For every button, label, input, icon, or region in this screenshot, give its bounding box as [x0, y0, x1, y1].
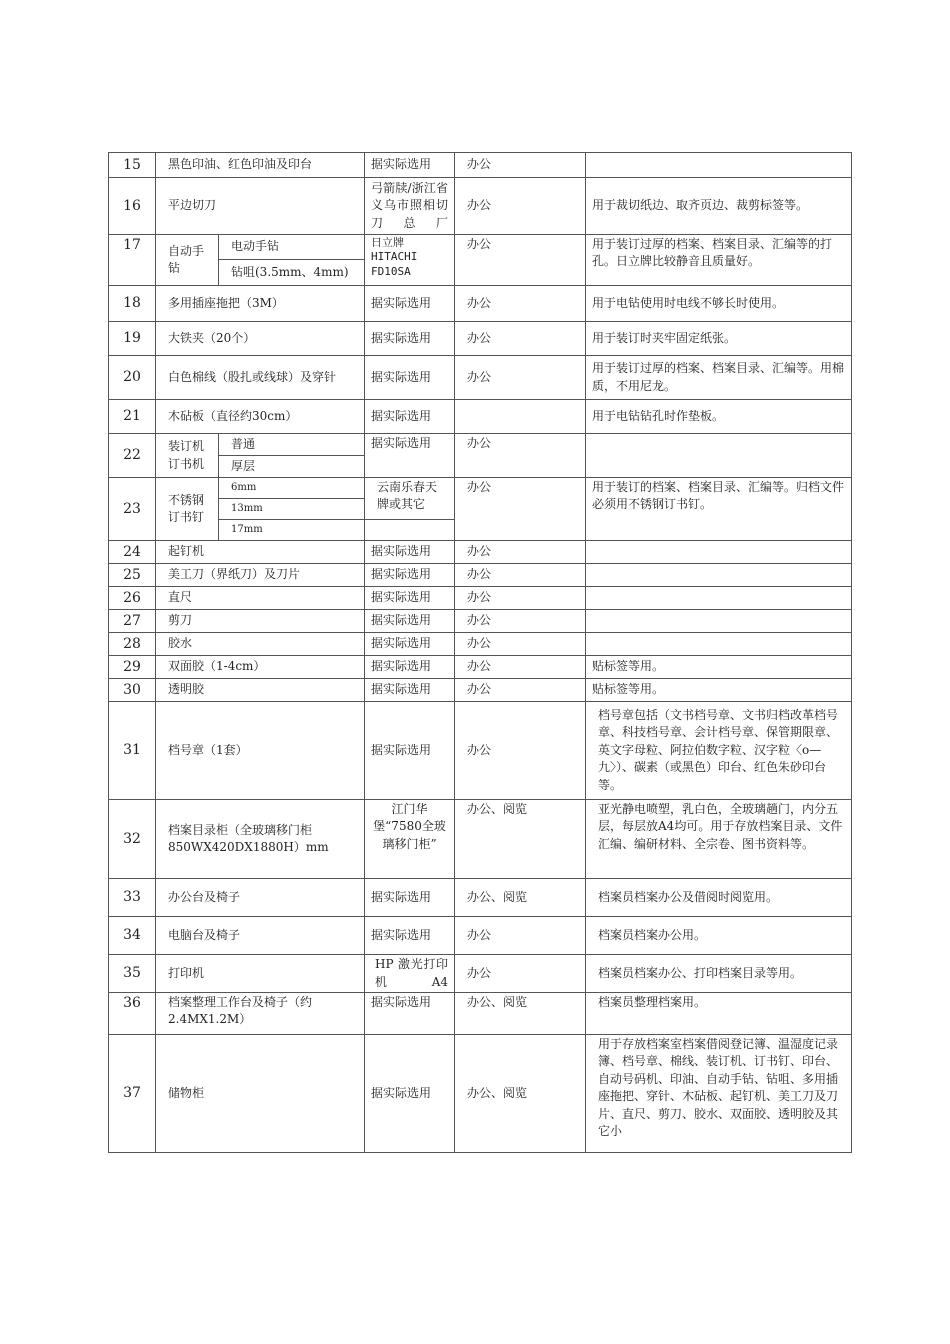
- row-number: 27: [109, 610, 156, 633]
- table-row: [109, 955, 852, 993]
- sub-item: 电动手钻: [219, 235, 365, 260]
- item-name: 透明胶: [156, 679, 365, 702]
- row-number: 26: [109, 587, 156, 610]
- sub-item: 17mm: [219, 520, 365, 541]
- usage: 办公: [455, 478, 586, 541]
- table-row: [109, 434, 852, 456]
- row-number: 34: [109, 917, 156, 955]
- usage: [455, 400, 586, 434]
- table-row: [109, 993, 852, 1035]
- row-number: 15: [109, 153, 156, 178]
- supplier: 据实际选用: [365, 541, 455, 564]
- usage: 办公: [455, 917, 586, 955]
- table-row: [109, 679, 852, 702]
- item-name: 档案整理工作台及椅子（约2.4MX1.2M）: [156, 993, 365, 1035]
- supplier: 据实际选用: [365, 610, 455, 633]
- table-row: [109, 800, 852, 879]
- note: [586, 587, 852, 610]
- equipment-table: [108, 152, 852, 1153]
- sub-item: 厚层: [219, 456, 365, 478]
- supplier: 据实际选用: [365, 633, 455, 656]
- table-row: [109, 235, 852, 260]
- usage: 办公: [455, 434, 586, 478]
- usage: 办公: [455, 587, 586, 610]
- item-name: 黑色印油、红色印油及印台: [156, 153, 365, 178]
- note: [586, 633, 852, 656]
- usage: 办公: [455, 178, 586, 235]
- usage: 办公: [455, 541, 586, 564]
- item-name: 木砧板（直径约30cm）: [156, 400, 365, 434]
- sub-item: 6mm: [219, 478, 365, 499]
- row-number: 16: [109, 178, 156, 235]
- supplier: 据实际选用: [365, 153, 455, 178]
- usage: 办公、阅览: [455, 800, 586, 879]
- supplier: 据实际选用: [365, 356, 455, 400]
- table-row: [109, 178, 852, 235]
- supplier: 据实际选用: [365, 679, 455, 702]
- row-number: 25: [109, 564, 156, 587]
- sub-item: 普通: [219, 434, 365, 456]
- item-name: 储物柜: [156, 1035, 365, 1153]
- table-row: [109, 322, 852, 356]
- supplier: 据实际选用: [365, 286, 455, 322]
- item-name: 大铁夹（20个）: [156, 322, 365, 356]
- usage: 办公: [455, 286, 586, 322]
- item-name: 胶水: [156, 633, 365, 656]
- item-name: 电脑台及椅子: [156, 917, 365, 955]
- row-number: 21: [109, 400, 156, 434]
- note: [586, 541, 852, 564]
- note: 档号章包括（文书档号章、文书归档改革档号章、科技档号章、会计档号章、保管期限章、英文字母粒、阿拉伯数字粒、汉字粒〈o—九〉）、碳素（或黑色）印台、红色朱砂印台等。: [586, 702, 852, 800]
- usage: 办公: [455, 679, 586, 702]
- table-row: [109, 633, 852, 656]
- usage: 办公: [455, 633, 586, 656]
- table-row: [109, 400, 852, 434]
- usage: 办公: [455, 656, 586, 679]
- note: 档案员档案办公用。: [586, 917, 852, 955]
- row-number: 19: [109, 322, 156, 356]
- note: [586, 434, 852, 478]
- supplier: HP 激光打印机A4: [365, 955, 455, 993]
- row-number: 20: [109, 356, 156, 400]
- item-name: 档案目录柜（全玻璃移门柜850WX420DX1880H）mm: [156, 800, 365, 879]
- item-name: 剪刀: [156, 610, 365, 633]
- usage: 办公: [455, 235, 586, 286]
- table-row: [109, 564, 852, 587]
- item-name: 打印机: [156, 955, 365, 993]
- row-number: 28: [109, 633, 156, 656]
- table-row: [109, 286, 852, 322]
- supplier: 江门华堡“7580全玻璃移门柜”: [365, 800, 455, 879]
- item-name: 自动手钻: [156, 235, 219, 286]
- table-row: [109, 356, 852, 400]
- note: 用于裁切纸边、取齐页边、裁剪标签等。: [586, 178, 852, 235]
- supplier: 据实际选用: [365, 322, 455, 356]
- item-name: 多用插座拖把（3M）: [156, 286, 365, 322]
- supplier: 据实际选用: [365, 564, 455, 587]
- note: 用于电钻使用时电线不够长时使用。: [586, 286, 852, 322]
- row-number: 31: [109, 702, 156, 800]
- sub-item: 13mm: [219, 499, 365, 520]
- table-row: [109, 917, 852, 955]
- supplier: 日立牌 HITACHI FD10SA: [365, 235, 455, 286]
- item-name: 办公台及椅子: [156, 879, 365, 917]
- item-name: 起钉机: [156, 541, 365, 564]
- item-name: 白色棉线（股扎或线球）及穿针: [156, 356, 365, 400]
- table-row: [109, 587, 852, 610]
- note: 用于装订的档案、档案目录、汇编等。归档文件必须用不锈钢订书钉。: [586, 478, 852, 541]
- supplier: 据实际选用: [365, 656, 455, 679]
- row-number: 30: [109, 679, 156, 702]
- row-number: 17: [109, 235, 156, 286]
- usage: 办公: [455, 153, 586, 178]
- supplier: 云南乐春天牌或其它: [365, 478, 455, 520]
- usage: 办公、阅览: [455, 993, 586, 1035]
- table-row: [109, 541, 852, 564]
- note: [586, 153, 852, 178]
- note: [586, 564, 852, 587]
- item-name: 直尺: [156, 587, 365, 610]
- row-number: 37: [109, 1035, 156, 1153]
- item-name: 双面胶（1-4cm）: [156, 656, 365, 679]
- supplier: 据实际选用: [365, 587, 455, 610]
- note: 用于装订时夹牢固定纸张。: [586, 322, 852, 356]
- usage: 办公: [455, 564, 586, 587]
- note: 亚光静电喷塑，乳白色，全玻璃趟门，内分五层，每层放A4均可。用于存放档案目录、文件汇编、编研材料、全宗卷、图书资料等。: [586, 800, 852, 879]
- usage: 办公: [455, 702, 586, 800]
- table-row: [109, 478, 852, 499]
- item-name: 平边切刀: [156, 178, 365, 235]
- table-row: [109, 656, 852, 679]
- supplier: 弓箭牍/浙江省义乌市照相切刀总厂: [365, 178, 455, 235]
- usage: 办公、阅览: [455, 1035, 586, 1153]
- note: 档案员档案办公、打印档案目录等用。: [586, 955, 852, 993]
- note: 用于存放档案室档案借阅登记簿、温湿度记录簿、档号章、棉线、装订机、订书钉、印台、自动号码机、印油、自动手钻、钻咀、多用插座拖把、穿针、木砧板、起钉机、美工刀及刀片、直尺、剪刀、胶水、双面胶、透明胶及其它小: [586, 1035, 852, 1153]
- supplier: 据实际选用: [365, 702, 455, 800]
- note: 贴标签等用。: [586, 679, 852, 702]
- table-row: [109, 1035, 852, 1153]
- supplier-blank: [365, 520, 455, 541]
- table-row: [109, 879, 852, 917]
- usage: 办公、阅览: [455, 879, 586, 917]
- note: 档案员整理档案用。: [586, 993, 852, 1035]
- note: 用于电钻钻孔时作垫板。: [586, 400, 852, 434]
- item-name: 档号章（1套）: [156, 702, 365, 800]
- row-number: 18: [109, 286, 156, 322]
- row-number: 32: [109, 800, 156, 879]
- note: 档案员档案办公及借阅时阅览用。: [586, 879, 852, 917]
- item-name: 装订机订书机: [156, 434, 219, 478]
- row-number: 24: [109, 541, 156, 564]
- row-number: 35: [109, 955, 156, 993]
- row-number: 23: [109, 478, 156, 541]
- row-number: 36: [109, 993, 156, 1035]
- table-row: [109, 153, 852, 178]
- note: 用于装订过厚的档案、档案目录、汇编等的打孔。日立牌比较静音且质量好。: [586, 235, 852, 286]
- sub-item: 钻咀(3.5mm、4mm): [219, 260, 365, 286]
- row-number: 29: [109, 656, 156, 679]
- item-name: 美工刀（界纸刀）及刀片: [156, 564, 365, 587]
- supplier: 据实际选用: [365, 1035, 455, 1153]
- supplier: 据实际选用: [365, 400, 455, 434]
- usage: 办公: [455, 955, 586, 993]
- note: 用于装订过厚的档案、档案目录、汇编等。用棉质，不用尼龙。: [586, 356, 852, 400]
- table-row: [109, 610, 852, 633]
- usage: 办公: [455, 322, 586, 356]
- usage: 办公: [455, 356, 586, 400]
- supplier: 据实际选用: [365, 434, 455, 478]
- table-row: [109, 702, 852, 800]
- row-number: 22: [109, 434, 156, 478]
- row-number: 33: [109, 879, 156, 917]
- supplier: 据实际选用: [365, 993, 455, 1035]
- item-name: 不锈钢订书钉: [156, 478, 219, 541]
- note: [586, 610, 852, 633]
- usage: 办公: [455, 610, 586, 633]
- supplier: 据实际选用: [365, 917, 455, 955]
- note: 贴标签等用。: [586, 656, 852, 679]
- supplier: 据实际选用: [365, 879, 455, 917]
